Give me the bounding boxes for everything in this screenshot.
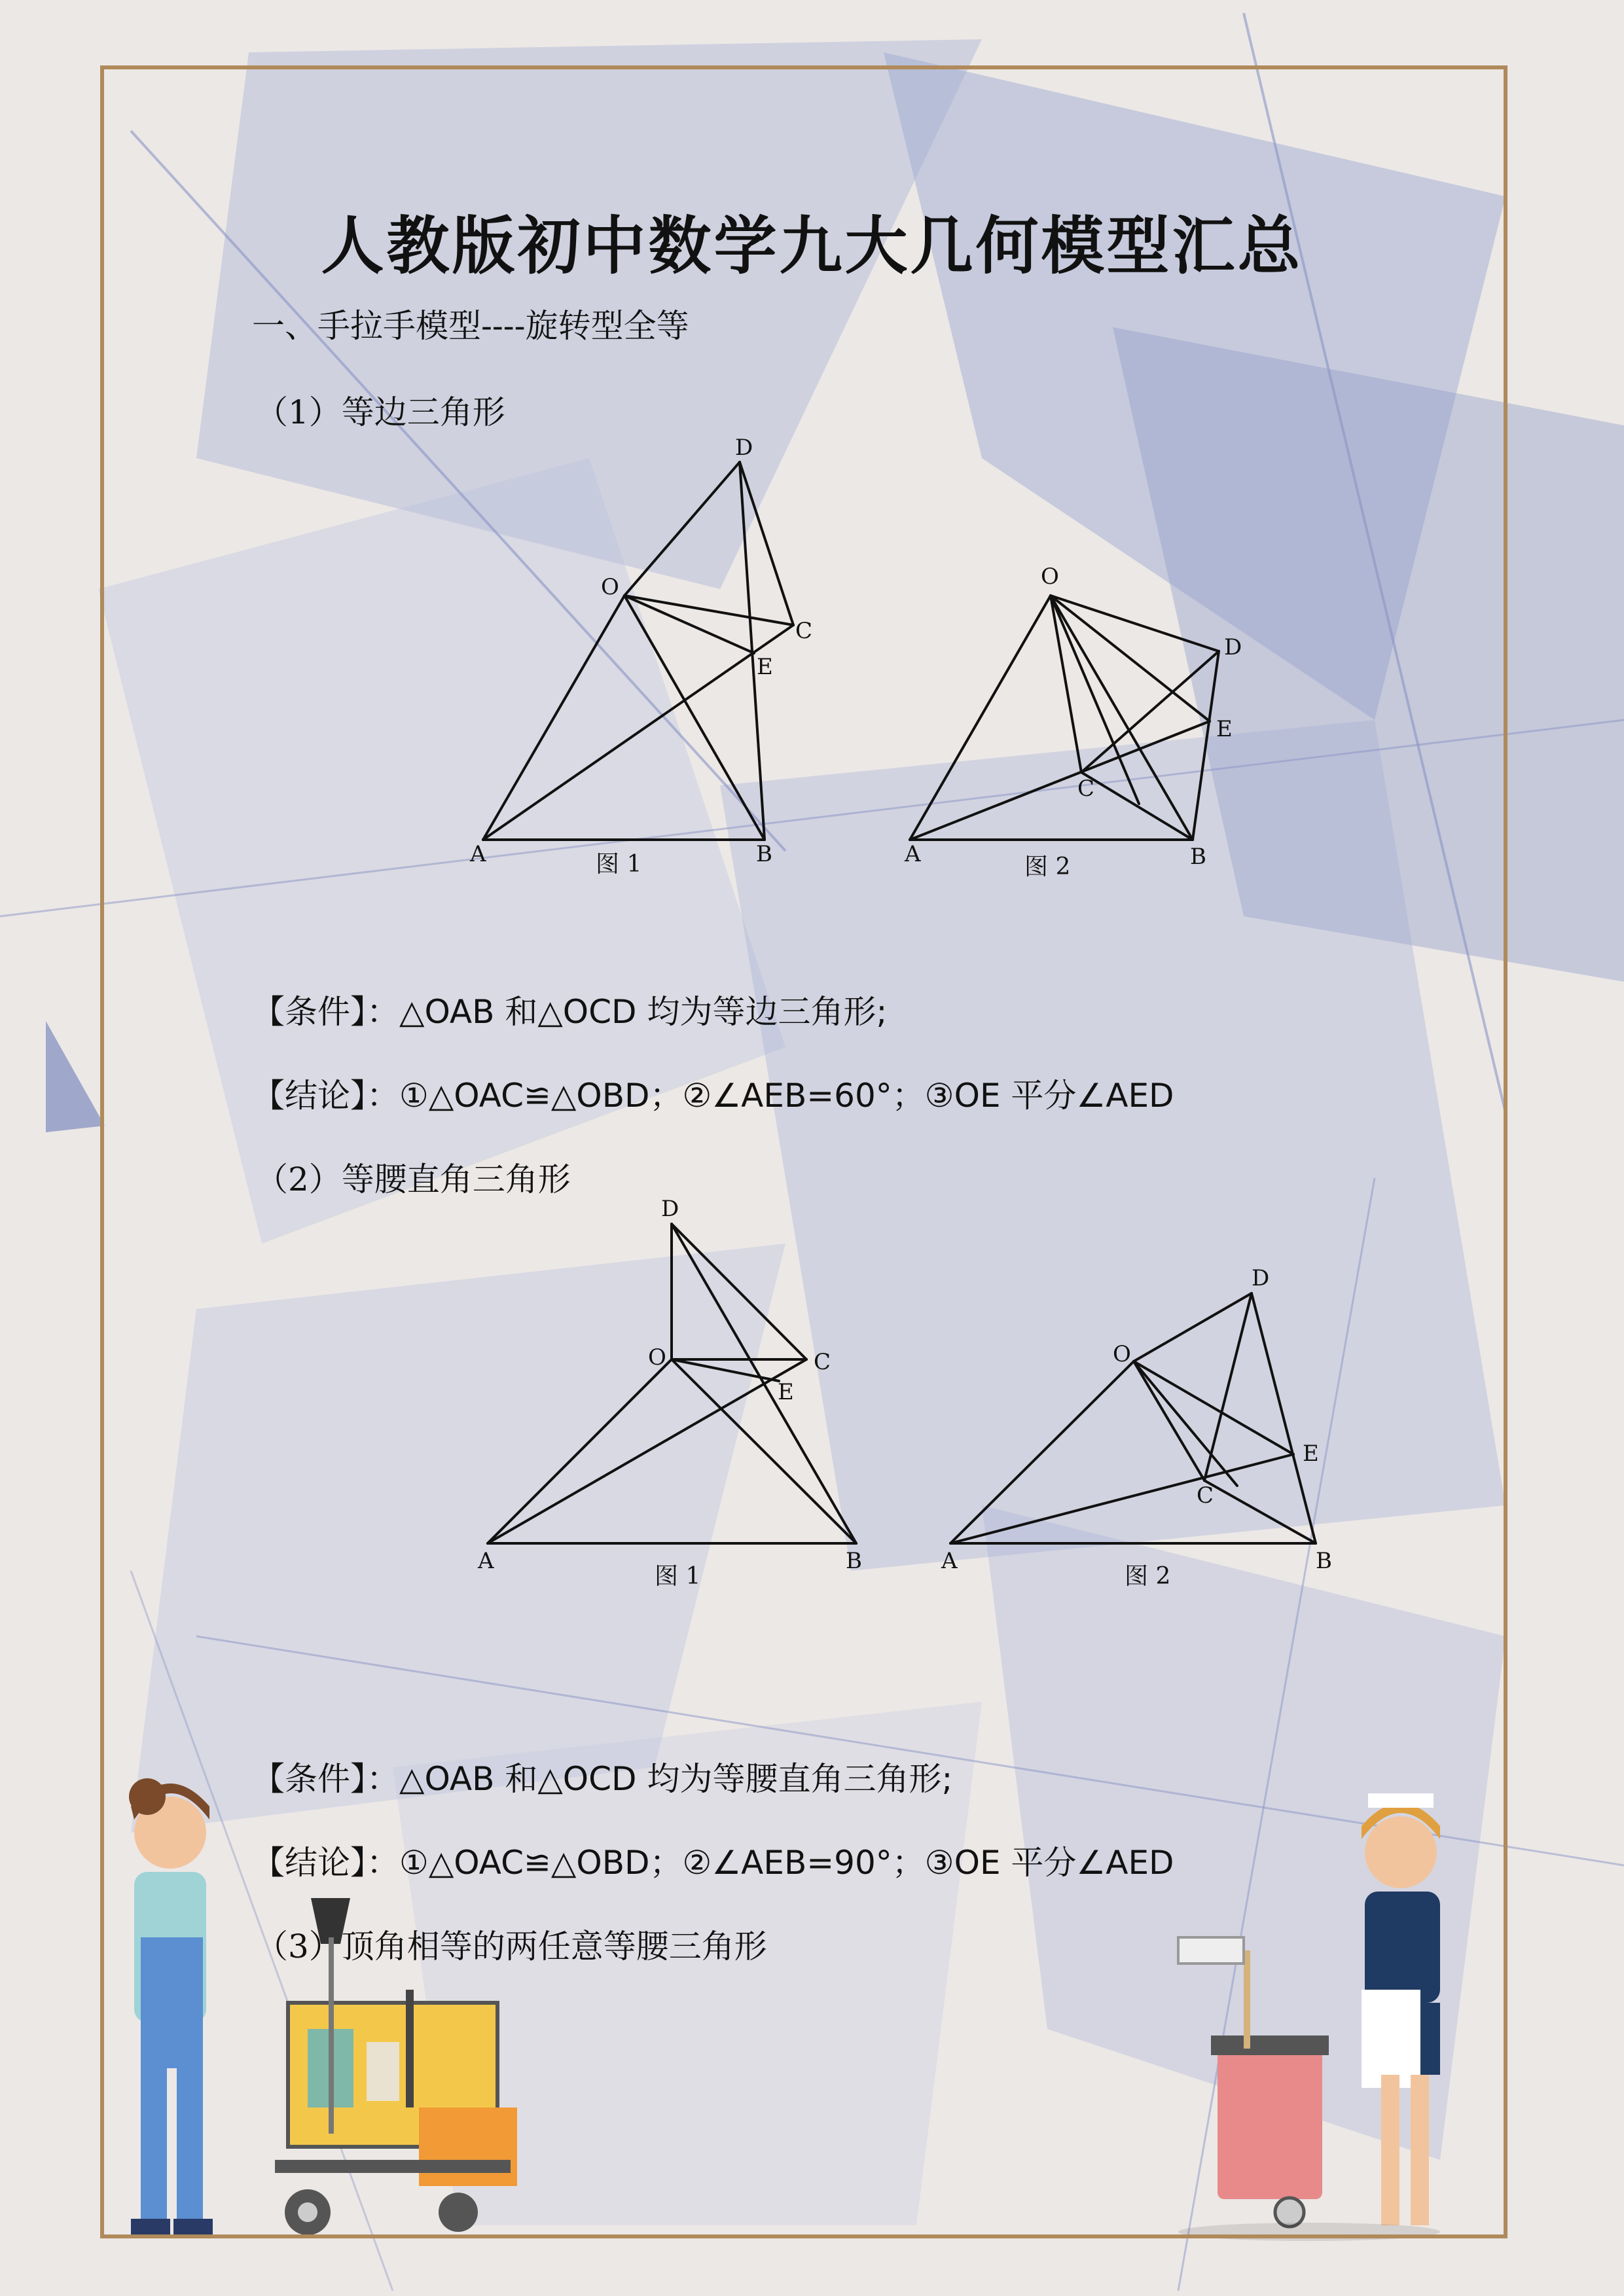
label-point-e: E — [1216, 716, 1233, 742]
label-point-b: B — [756, 841, 772, 867]
figure-caption: 图 2 — [1125, 1563, 1171, 1590]
label-point-a: A — [470, 841, 486, 867]
conclusion-label: 【结论】： — [252, 1844, 399, 1882]
label-point-b: B — [846, 1548, 862, 1574]
conclusion-label: 【结论】： — [252, 1077, 399, 1115]
label-point-e: E — [778, 1379, 794, 1405]
label-point-d: D — [661, 1196, 679, 1222]
figure-isosceles-right-2-lines — [950, 1293, 1316, 1543]
label-point-o: O — [601, 574, 619, 600]
subsection-heading-arbitrary-isosceles: （3）顶角相等的两任意等腰三角形 — [255, 1928, 767, 1965]
label-point-a: A — [905, 841, 921, 867]
figure-caption: 图 1 — [596, 851, 642, 878]
label-point-c: C — [795, 618, 813, 644]
subsection-heading-equilateral: （1）等边三角形 — [255, 393, 505, 431]
label-point-b: B — [1316, 1548, 1332, 1574]
label-point-c: C — [814, 1349, 831, 1375]
condition-text: △OAB 和△OCD 均为等边三角形; — [399, 993, 888, 1031]
label-point-b: B — [1190, 844, 1206, 870]
label-point-e: E — [757, 654, 773, 680]
label-point-o: O — [1041, 564, 1059, 590]
condition-label: 【条件】： — [252, 1760, 399, 1798]
label-point-c: C — [1077, 776, 1095, 802]
label-point-c: C — [1197, 1482, 1214, 1509]
label-point-a: A — [478, 1548, 494, 1574]
condition-label: 【条件】： — [252, 993, 399, 1031]
conclusion-isosceles-right — [252, 1837, 1174, 1884]
label-point-d: D — [735, 435, 753, 461]
label-point-d: D — [1252, 1265, 1270, 1291]
section-heading-hand-in-hand: 一、手拉手模型----旋转型全等 — [252, 307, 689, 345]
label-point-d: D — [1224, 634, 1242, 660]
page-title: 人教版初中数学九大几何模型汇总 — [321, 209, 1303, 283]
label-point-e: E — [1303, 1441, 1319, 1467]
label-point-o: O — [648, 1344, 666, 1371]
conclusion-text: ①△OAC≌△OBD；②∠AEB=60°；③OE 平分∠AED — [399, 1077, 1174, 1115]
label-point-o: O — [1113, 1341, 1131, 1367]
subsection-heading-isosceles-right: （2）等腰直角三角形 — [255, 1160, 571, 1198]
figure-caption: 图 1 — [655, 1563, 701, 1590]
label-point-a: A — [941, 1548, 958, 1574]
condition-text: △OAB 和△OCD 均为等腰直角三角形; — [399, 1760, 953, 1798]
condition-isosceles-right — [252, 1753, 952, 1800]
figure-caption: 图 2 — [1024, 853, 1071, 880]
conclusion-text: ①△OAC≌△OBD；②∠AEB=90°；③OE 平分∠AED — [399, 1844, 1174, 1882]
